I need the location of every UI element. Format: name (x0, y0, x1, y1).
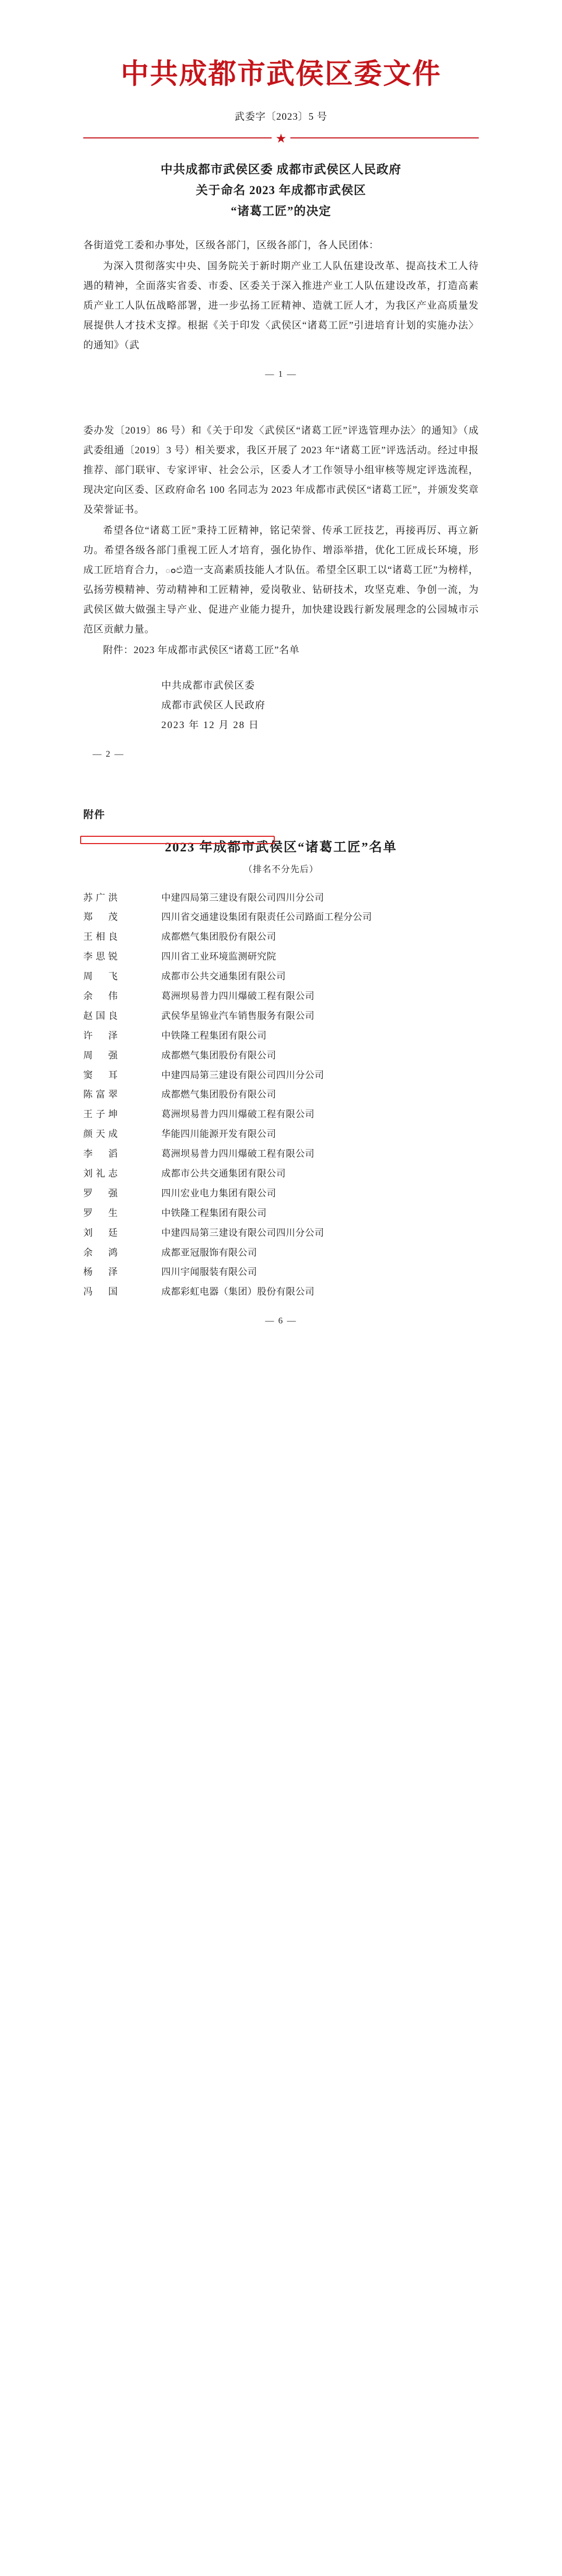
roster-organization: 葛洲坝易普力四川爆破工程有限公司 (161, 1149, 315, 1159)
roster-name: 王子坤 (83, 1109, 121, 1120)
roster-organization: 中建四局第三建设有限公司四川分公司 (161, 1069, 324, 1080)
table-row (83, 1243, 479, 1263)
roster-organization: 四川宏业电力集团有限公司 (161, 1188, 276, 1198)
roster-name: 罗 生 (83, 1207, 121, 1218)
table-row (83, 1204, 479, 1223)
roster-table-body (83, 888, 479, 1303)
roster-organization: 华能四川能源开发有限公司 (161, 1129, 276, 1140)
roster-name: 余 伟 (83, 991, 121, 1001)
roster-organization: 四川省工业环境监测研究院 (161, 951, 276, 962)
page-break-1 (0, 379, 562, 416)
roster-organization: 中建四局第三建设有限公司四川分公司 (161, 892, 324, 903)
roster-name: 李思锐 (83, 951, 121, 962)
document-number: 武委字〔2023〕5 号 (234, 111, 328, 122)
signature-line-2: 成都市武侯区人民政府 (161, 699, 266, 711)
table-row (83, 1105, 479, 1125)
roster-name: 冯 国 (83, 1286, 121, 1297)
table-row (83, 1223, 479, 1243)
table-row (83, 947, 479, 967)
table-row (83, 1282, 479, 1302)
signature-line-1: 中共成都市武侯区委 (161, 680, 256, 691)
attachment-subtitle: （排名不分先后） (244, 864, 318, 874)
table-row (83, 1066, 479, 1086)
table-row (83, 1006, 479, 1026)
roster-organization: 成都市公共交通集团有限公司 (161, 1168, 286, 1179)
roster-organization: 葛洲坝易普力四川爆破工程有限公司 (161, 991, 315, 1001)
title-line-3: “诸葛工匠”的决定 (231, 205, 331, 218)
table-row (83, 1144, 479, 1164)
salutation-paragraph: 各街道党工委和办事处，区级各部门，区级各部门，各人民团体： (83, 239, 379, 251)
page-1 (0, 0, 562, 379)
roster-name: 杨 泽 (83, 1267, 121, 1278)
roster-name: 王相良 (83, 932, 121, 942)
roster-organization: 武侯华星锦业汽车销售服务有限公司 (161, 1010, 315, 1021)
page-number-1: — 1 — (265, 368, 297, 379)
body-paragraph-2: 委办发〔2019〕86 号）和《关于印发〈武侯区“诸葛工匠”评选管理办法〉的通知》（成武委组通〔2019〕3 号）相关要求，我区开展了 2023 年“诸葛工匠”评选活动。经过申报推荐、部门联审、专家评审、社会公示，区委人才工作领导小组审核等规定评选流程，现决定向区委、区政府命名 100 名同志为 2023 年成都市武侯区“诸葛工匠”，并颁发奖章及荣誉证书。 (83, 425, 479, 515)
signature-date: 2023 年 12 月 28 日 (161, 719, 260, 731)
table-row (83, 987, 479, 1006)
red-separator-rule (83, 130, 479, 146)
page-3-attachment (0, 796, 562, 1327)
title-line-2: 关于命名 2023 年成都市武侯区 (196, 184, 366, 197)
roster-organization: 成都燃气集团股份有限公司 (161, 932, 276, 942)
attachment-label: 附件 (83, 809, 105, 821)
page-break-2 (0, 759, 562, 796)
roster-organization: 中铁隆工程集团有限公司 (161, 1030, 267, 1041)
roster-name: 颜天成 (83, 1129, 121, 1140)
attachment-title: 2023 年成都市武侯区“诸葛工匠”名单 (164, 840, 398, 855)
document-title (83, 159, 479, 222)
attachment-reference: 附件：2023 年成都市武侯区“诸葛工匠”名单 (103, 644, 300, 656)
table-row (83, 1184, 479, 1204)
roster-organization: 成都亚冠服饰有限公司 (161, 1247, 257, 1258)
roster-organization: 四川省交通建设集团有限责任公司路面工程分公司 (161, 912, 372, 923)
body-paragraph-1: 为深入贯彻落实中央、国务院关于新时期产业工人队伍建设改革、提高技术工人待遇的精神，全面落实省委、市委、区委关于深入推进产业工人队伍建设改革，打造高素质产业工人队伍战略部署，进一步弘扬工匠精神、造就工匠人才，为我区产业高质量发展提供人才技术支撑。根据《关于印发〈武侯区“诸葛工匠”引进培育计划的实施办法〉的通知》（武 (83, 260, 479, 351)
table-row (83, 1125, 479, 1144)
star-icon: ★ (272, 132, 290, 146)
roster-organization: 中铁隆工程集团有限公司 (161, 1207, 267, 1218)
roster-name: 余 鸿 (83, 1247, 121, 1258)
roster-name: 刘 廷 (83, 1227, 121, 1238)
title-line-1: 中共成都市武侯区委 成都市武侯区人民政府 (160, 162, 402, 176)
roster-name: 刘礼志 (83, 1168, 121, 1179)
roster-name: 许 泽 (83, 1030, 121, 1041)
roster-name: 窦 耳 (83, 1069, 121, 1080)
roster-organization: 四川宇闻服装有限公司 (161, 1267, 257, 1278)
document-masthead: 中共成都市武侯区委文件 (121, 58, 441, 90)
signature-block (83, 676, 479, 735)
roster-organization: 成都燃气集团股份有限公司 (161, 1089, 276, 1100)
table-row (83, 927, 479, 947)
table-row (83, 888, 479, 908)
roster-organization: 成都燃气集团股份有限公司 (161, 1050, 276, 1061)
roster-organization: 中建四局第三建设有限公司四川分公司 (161, 1227, 324, 1238)
table-row (83, 1085, 479, 1105)
roster-name: 苏广洪 (83, 892, 121, 903)
page-2 (0, 416, 562, 759)
table-row (83, 1026, 479, 1046)
roster-name: 陈富翠 (83, 1089, 121, 1100)
roster-organization: 葛洲坝易普力四川爆破工程有限公司 (161, 1109, 315, 1120)
body-paragraph-3: 希望各位“诸葛工匠”秉持工匠精神，铭记荣誉、传承工匠技艺，再接再厉、再立新功。希望各级各部门重视工匠人才培育，强化协作、增添举措，优化工匠成长环境，形成工匠培育合力，ంඑ造一支高素质技能人才队伍。希望全区职工以“诸葛工匠”为榜样，弘扬劳模精神、劳动精神和工匠精神，爱岗敬业、钻研技术，攻坚克难、争创一流，为武侯区做大做强主导产业、促进产业能力提升，加快建设践行新发展理念的公园城市示范区贡献力量。 (83, 525, 479, 635)
roster-name: 李 滔 (83, 1149, 121, 1159)
table-row (83, 908, 479, 927)
roster-organization: 成都彩虹电器（集团）股份有限公司 (161, 1286, 315, 1297)
roster-name: 郑 茂 (83, 912, 121, 923)
roster-name: 周 强 (83, 1050, 121, 1061)
roster-name: 周 飞 (83, 971, 121, 982)
table-row (83, 1263, 479, 1282)
roster-name: 罗 强 (83, 1188, 121, 1198)
table-row (83, 1164, 479, 1184)
roster-table (83, 888, 479, 1303)
roster-name: 赵国良 (83, 1010, 121, 1021)
roster-organization: 成都市公共交通集团有限公司 (161, 971, 286, 982)
page-number-2: — 2 — (93, 748, 124, 759)
table-row (83, 967, 479, 987)
page-number-3: — 6 — (265, 1316, 297, 1326)
table-row (83, 1046, 479, 1066)
